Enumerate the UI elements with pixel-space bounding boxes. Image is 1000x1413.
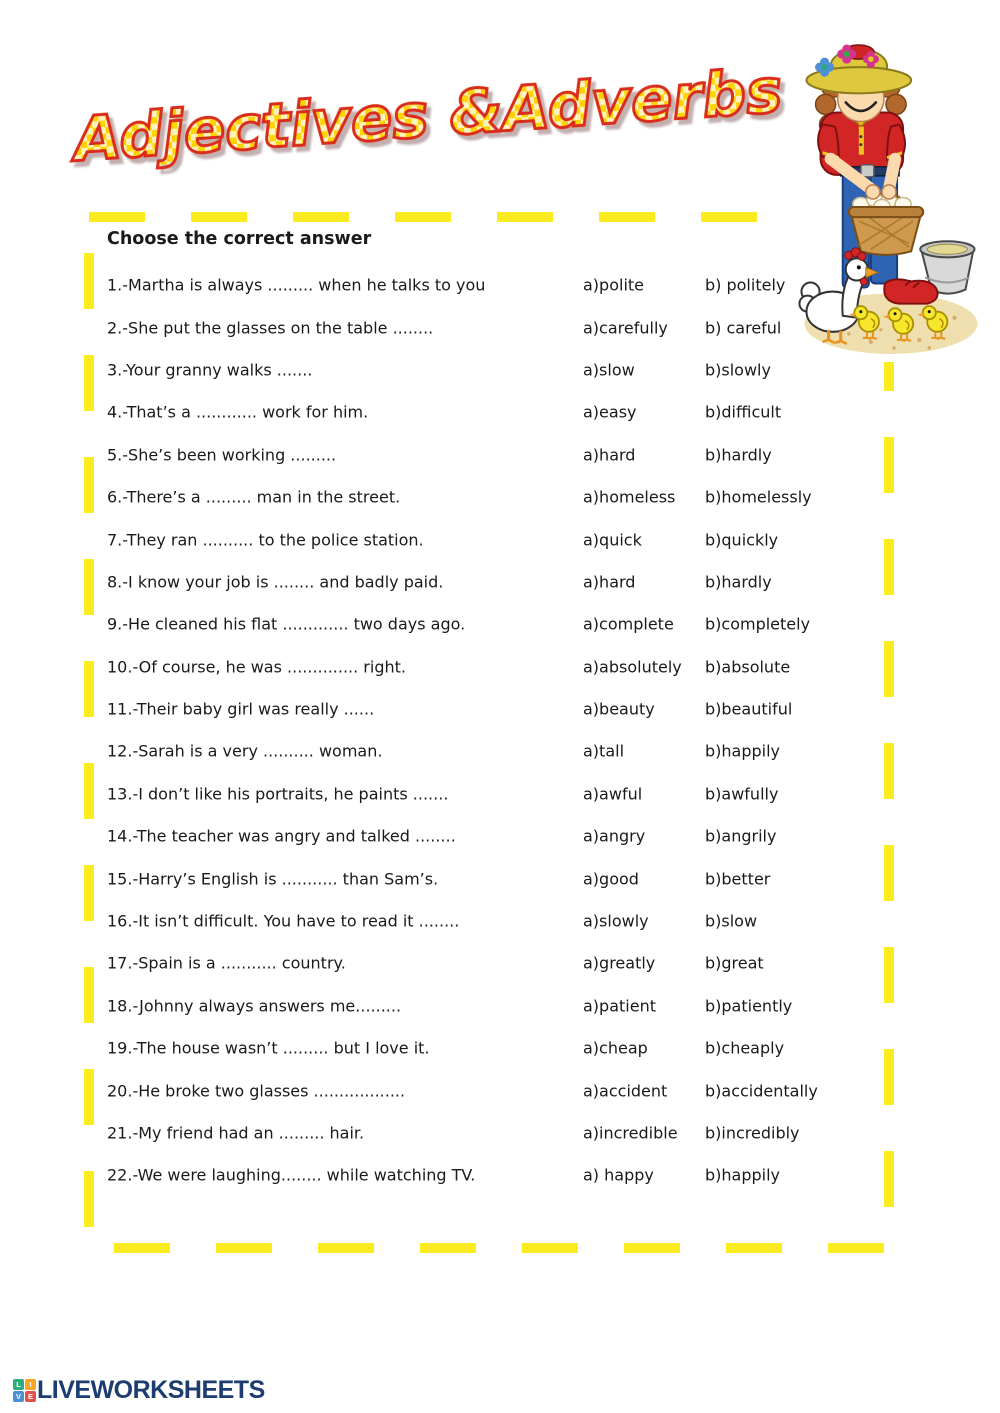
egg-basket [849, 193, 923, 254]
option-b[interactable]: b)slow [705, 911, 758, 931]
question-text: 18.-Johnny always answers me......... [107, 996, 402, 1016]
question-text: 22.-We were laughing........ while watching TV. [107, 1165, 476, 1185]
instructions-heading: Choose the correct answer [107, 229, 372, 249]
option-b[interactable]: b)hardly [705, 572, 772, 592]
question-row [107, 1027, 900, 1069]
logo-square-e: E [25, 1391, 36, 1402]
liveworksheets-logo[interactable] [13, 1376, 265, 1405]
question-text: 2.-She put the glasses on the table ........ [107, 318, 434, 338]
option-a[interactable]: a)accident [583, 1081, 668, 1101]
question-text: 16.-It isn’t difficult. You have to read it ........ [107, 911, 460, 931]
option-a[interactable]: a)slowly [583, 911, 649, 931]
question-text: 3.-Your granny walks ....... [107, 360, 313, 380]
straw-hat [806, 45, 911, 94]
option-a[interactable]: a)tall [583, 741, 625, 761]
question-text: 14.-The teacher was angry and talked ........ [107, 826, 456, 846]
question-row [107, 985, 900, 1027]
question-text: 10.-Of course, he was .............. right. [107, 657, 406, 677]
logo-square-i: I [25, 1379, 36, 1390]
question-text: 13.-I don’t like his portraits, he paints ....... [107, 784, 449, 804]
question-row [107, 561, 900, 603]
option-b[interactable]: b)patiently [705, 996, 793, 1016]
question-text: 6.-There’s a ......... man in the street. [107, 487, 401, 507]
question-text: 20.-He broke two glasses .................. [107, 1081, 406, 1101]
option-b[interactable]: b)awfully [705, 784, 779, 804]
option-b[interactable]: b)angrily [705, 826, 777, 846]
question-row [107, 815, 900, 857]
question-text: 19.-The house wasn’t ......... but I love it. [107, 1038, 430, 1058]
question-row [107, 1154, 900, 1196]
option-a[interactable]: a) happy [583, 1165, 654, 1185]
question-text: 8.-I know your job is ........ and badly paid. [107, 572, 444, 592]
option-a[interactable]: a)angry [583, 826, 646, 846]
option-b[interactable]: b)incredibly [705, 1123, 800, 1143]
question-row [107, 391, 900, 433]
option-b[interactable]: b)homelessly [705, 487, 812, 507]
question-row [107, 857, 900, 899]
question-text: 4.-That’s a ............ work for him. [107, 402, 369, 422]
question-text: 17.-Spain is a ........... country. [107, 953, 346, 973]
option-a[interactable]: a)easy [583, 402, 637, 422]
liveworksheets-logo-icon [13, 1379, 36, 1402]
option-b[interactable]: b)great [705, 953, 764, 973]
option-a[interactable]: a)slow [583, 360, 635, 380]
question-row [107, 1069, 900, 1111]
question-row [107, 900, 900, 942]
option-a[interactable]: a)complete [583, 614, 674, 634]
option-b[interactable]: b)hardly [705, 445, 772, 465]
question-row [107, 1112, 900, 1154]
option-a[interactable]: a)beauty [583, 699, 655, 719]
question-text: 5.-She’s been working ......... [107, 445, 337, 465]
question-text: 1.-Martha is always ......... when he talks to you [107, 275, 486, 295]
logo-square-v: V [13, 1391, 24, 1402]
option-a[interactable]: a)hard [583, 445, 636, 465]
question-text: 12.-Sarah is a very .......... woman. [107, 741, 383, 761]
option-b[interactable]: b)completely [705, 614, 811, 634]
worksheet-title [71, 32, 785, 197]
option-a[interactable]: a)incredible [583, 1123, 678, 1143]
option-a[interactable]: a)quick [583, 530, 642, 550]
option-a[interactable]: a)homeless [583, 487, 676, 507]
question-row [107, 349, 900, 391]
option-a[interactable]: a)awful [583, 784, 643, 804]
logo-square-l: L [13, 1379, 24, 1390]
option-a[interactable]: a)polite [583, 275, 644, 295]
option-b[interactable]: b)difficult [705, 402, 782, 422]
worksheet-title-text: Adjectives &Adverbs [71, 54, 785, 176]
option-a[interactable]: a)cheap [583, 1038, 648, 1058]
option-a[interactable]: a)hard [583, 572, 636, 592]
question-row [107, 434, 900, 476]
question-row [107, 942, 900, 984]
question-text: 9.-He cleaned his flat ............. two days ago. [107, 614, 466, 634]
question-row [107, 603, 900, 645]
option-a[interactable]: a)absolutely [583, 657, 682, 677]
option-b[interactable]: b)absolute [705, 657, 791, 677]
question-text: 7.-They ran .......... to the police station. [107, 530, 424, 550]
question-text: 15.-Harry’s English is ........... than Sam’s. [107, 869, 439, 889]
option-a[interactable]: a)carefully [583, 318, 668, 338]
option-a[interactable]: a)good [583, 869, 639, 889]
question-row [107, 730, 900, 772]
option-b[interactable]: b) careful [705, 318, 782, 338]
question-row [107, 264, 900, 306]
option-b[interactable]: b)happily [705, 741, 781, 761]
option-b[interactable]: b)accidentally [705, 1081, 818, 1101]
question-row [107, 688, 900, 730]
option-b[interactable]: b)slowly [705, 360, 771, 380]
option-b[interactable]: b)happily [705, 1165, 781, 1185]
question-text: 21.-My friend had an ......... hair. [107, 1123, 365, 1143]
question-row [107, 773, 900, 815]
question-row [107, 646, 900, 688]
option-a[interactable]: a)patient [583, 996, 656, 1016]
option-b[interactable]: b)better [705, 869, 771, 889]
question-text: 11.-Their baby girl was really ...... [107, 699, 375, 719]
option-b[interactable]: b) politely [705, 275, 786, 295]
option-b[interactable]: b)quickly [705, 530, 779, 550]
brand-name: LIVEWORKSHEETS [37, 1376, 265, 1404]
option-b[interactable]: b)beautiful [705, 699, 793, 719]
question-row [107, 518, 900, 560]
question-row [107, 306, 900, 348]
question-list [107, 264, 900, 1197]
option-b[interactable]: b)cheaply [705, 1038, 785, 1058]
option-a[interactable]: a)greatly [583, 953, 656, 973]
question-row [107, 476, 900, 518]
